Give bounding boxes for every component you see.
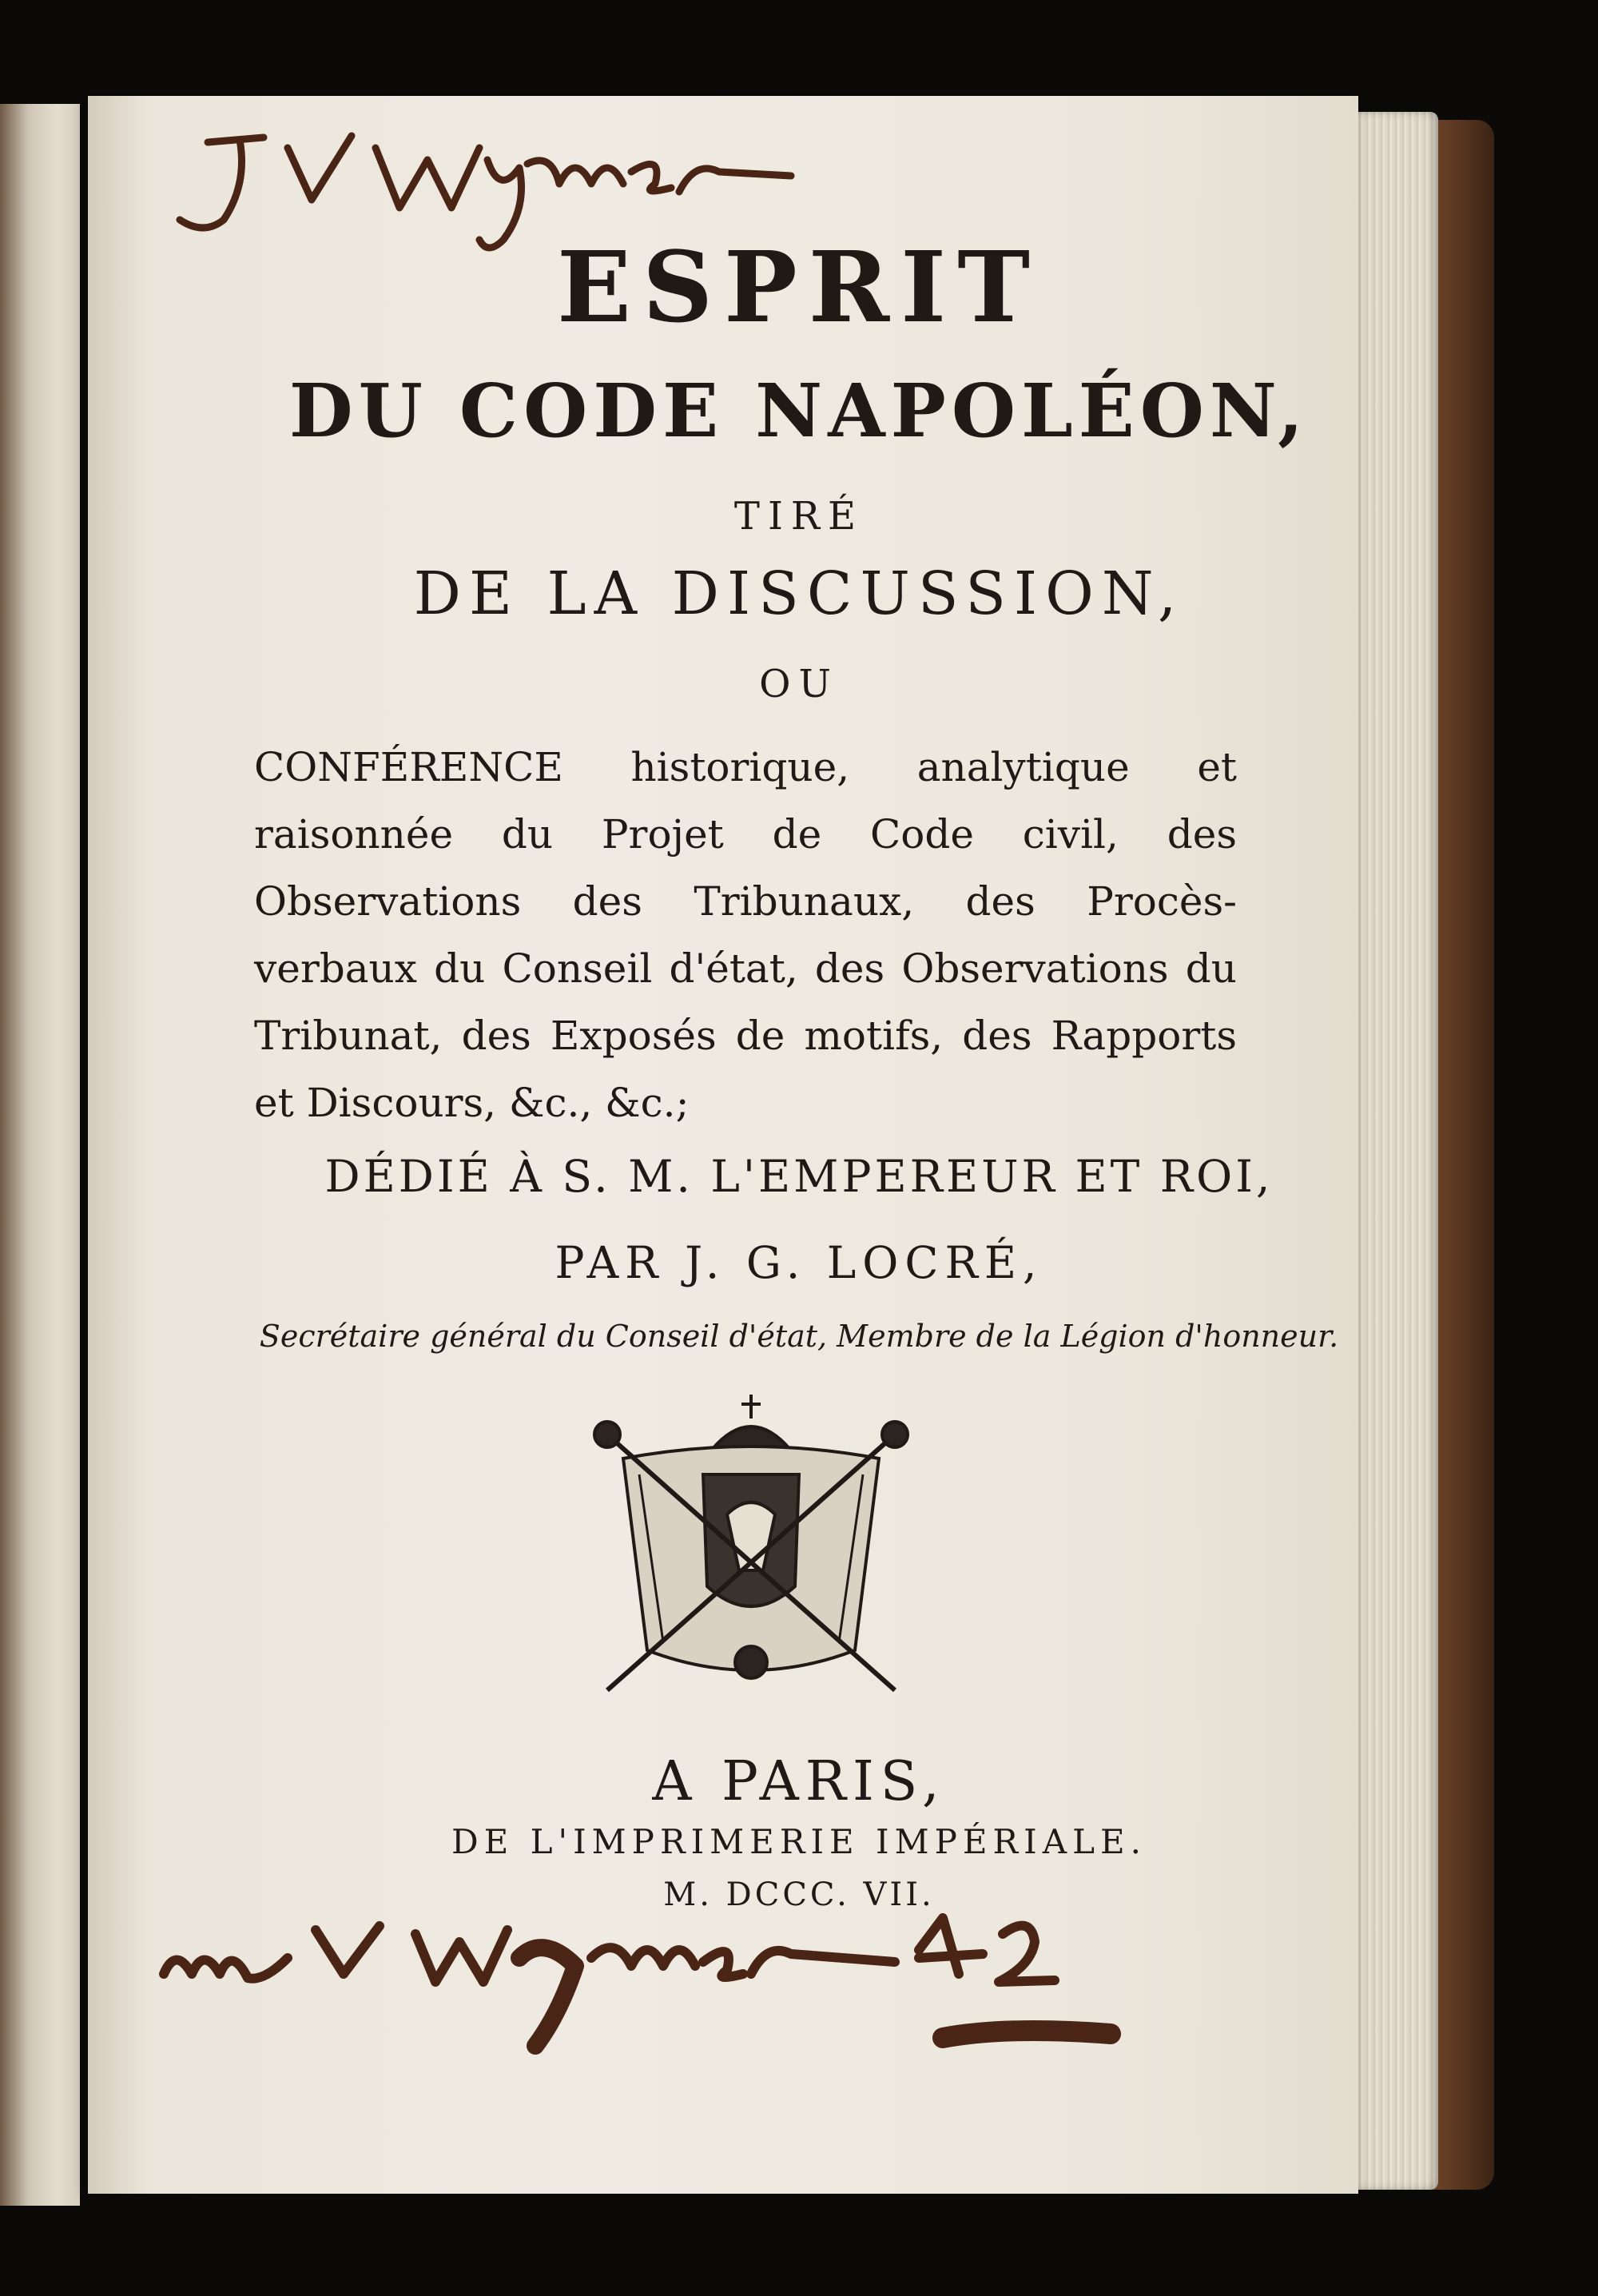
ou-line: OU	[759, 662, 839, 706]
conference-paragraph: CONFÉRENCE historique, analytique et raisonnée du Projet de Code civil, des Observations des Tribunaux, des Procès-verbaux du Conseil d'état, des Observations du Tribunat, des Exposés de motifs, des Rapports et Discours, &c., &c.;	[254, 744, 1237, 1126]
author-line: PAR J. G. LOCRÉ,	[555, 1237, 1043, 1288]
discussion-line: DE LA DISCUSSION,	[413, 559, 1185, 628]
year-line: M. DCCC. VII.	[663, 1876, 935, 1913]
book-title: ESPRIT	[556, 229, 1042, 344]
book-subtitle: DU CODE NAPOLÉON,	[288, 368, 1310, 454]
tire-line: TIRÉ	[733, 494, 865, 539]
printer-line: DE L'IMPRIMERIE IMPÉRIALE.	[451, 1822, 1147, 1861]
place-line: A PARIS,	[652, 1750, 946, 1813]
author-title-line: Secrétaire général du Conseil d'état, Membre de la Légion d'honneur.	[259, 1319, 1339, 1354]
dedication-line: DÉDIÉ À S. M. L'EMPEREUR ET ROI,	[324, 1151, 1274, 1202]
imperial-arms-icon	[591, 1387, 911, 1706]
